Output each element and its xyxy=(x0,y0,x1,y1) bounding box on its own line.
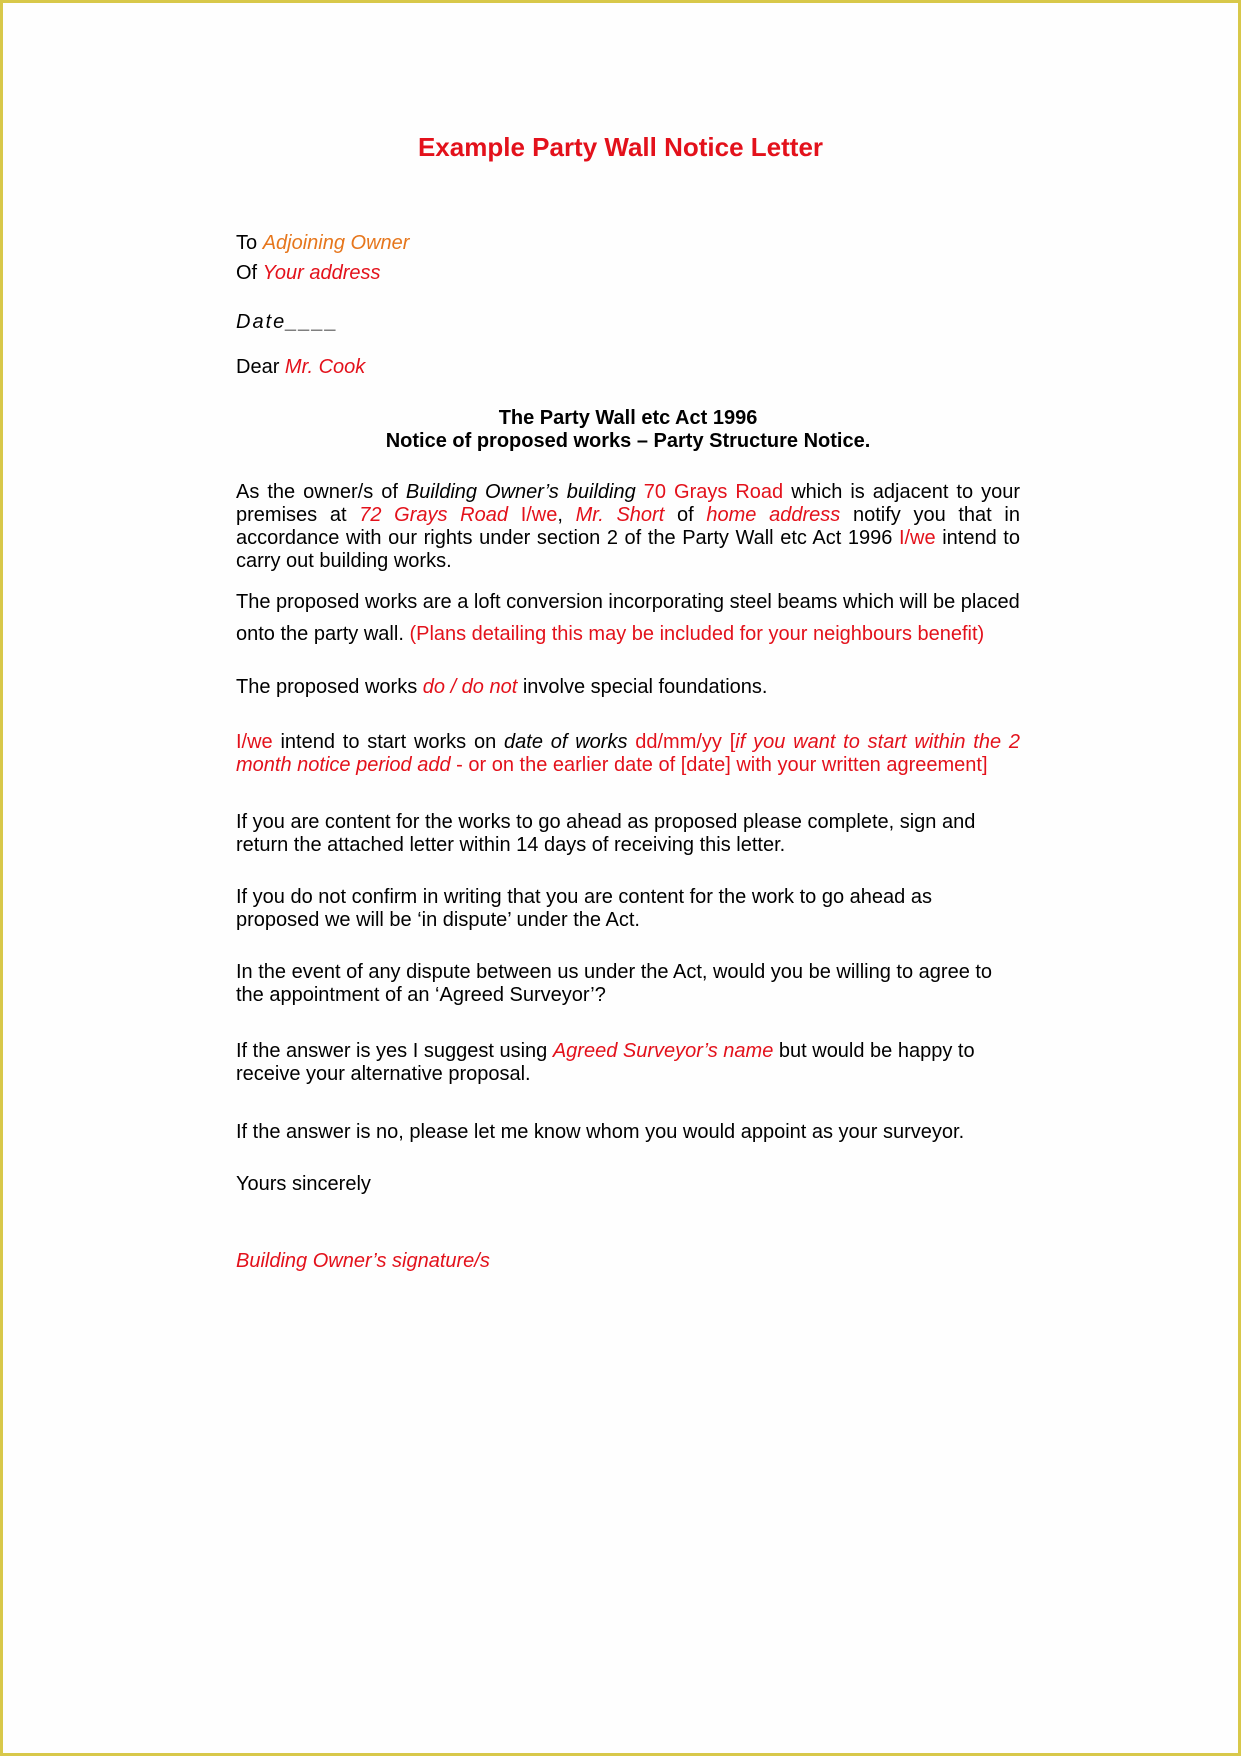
p1-text: intend to carry out building works. xyxy=(236,527,1020,572)
signature-placeholder: Building Owner’s signature/s xyxy=(236,1250,490,1272)
date-label: Date xyxy=(236,311,287,333)
paragraph-content: If you are content for the works to go ahead as proposed please complete, sign and return the attached letter within 14 days of receiving this letter. xyxy=(236,811,976,856)
p4-condition: if you want to start within the 2 month notice period add xyxy=(236,731,1020,776)
paragraph-foundations xyxy=(236,676,1020,699)
p1-iwe: I/we xyxy=(898,527,936,549)
of-line xyxy=(236,262,381,285)
p1-adjoining-address: 72 Grays Road xyxy=(359,504,508,526)
to-prefix: To xyxy=(236,232,263,254)
p8-text: but would be happy to receive your alternative proposal. xyxy=(236,1040,975,1085)
heading-line-2: Notice of proposed works – Party Structure Notice. xyxy=(385,430,871,452)
p1-building: Building Owner’s building xyxy=(405,481,636,503)
paragraph-proposed-works xyxy=(236,586,1020,650)
p1-home-address: home address xyxy=(706,504,841,526)
closing: Yours sincerely xyxy=(236,1173,371,1195)
p4-date-label: date of works xyxy=(504,731,628,753)
paragraph-answer-no: If the answer is no, please let me know whom you would appoint as your surveyor. xyxy=(236,1121,965,1143)
dear-name: Mr. Cook xyxy=(284,356,366,378)
p3-option: do / do not xyxy=(422,676,518,698)
date-blank: ____ xyxy=(286,311,339,333)
date-line xyxy=(236,311,339,334)
of-prefix: Of xyxy=(236,262,263,284)
p4-text: intend to start works on xyxy=(272,731,505,753)
p2-plans-note: (Plans detailing this may be included for your neighbours benefit) xyxy=(409,623,985,645)
p2-text: The proposed works are a loft conversion incorporating steel beams which will be placed onto the party wall. xyxy=(236,591,1020,645)
paragraph-answer-yes xyxy=(236,1040,1020,1086)
paragraph-dispute: If you do not confirm in writing that you are content for the work to go ahead as proposed we will be ‘in dispute’ under the Act. xyxy=(236,886,932,931)
p4-iwe: I/we xyxy=(236,731,273,753)
to-line xyxy=(236,232,409,255)
dear-prefix: Dear xyxy=(236,356,285,378)
to-value: Adjoining Owner xyxy=(262,232,410,254)
paragraph-start-date xyxy=(236,731,1020,777)
p1-address: 70 Grays Road xyxy=(635,481,784,503)
p1-text: which is adjacent to your premises at xyxy=(236,481,1021,526)
p1-text: notify you that in accordance with our rights under section 2 of the Party Wall etc Act 1996 xyxy=(236,504,1021,549)
p1-owner-name: Mr. Short xyxy=(575,504,665,526)
p1-text: As the owner/s of xyxy=(236,481,406,503)
paragraph-agreed-surveyor: In the event of any dispute between us under the Act, would you be willing to agree to the appointment of an ‘Agreed Surveyor’? xyxy=(236,961,993,1006)
p1-text: , xyxy=(557,504,576,526)
salutation xyxy=(236,356,365,379)
heading-line-1: The Party Wall etc Act 1996 xyxy=(498,407,758,429)
p4-agreement: - or on the earlier date of [date] with your written agreement] xyxy=(450,754,988,776)
p3-text: involve special foundations. xyxy=(517,676,768,698)
p8-surveyor-name: Agreed Surveyor’s name xyxy=(552,1040,774,1062)
p4-date-format: dd/mm/yy [ xyxy=(627,731,736,753)
of-value: Your address xyxy=(262,262,381,284)
p3-text: The proposed works xyxy=(236,676,423,698)
paragraph-owner-details xyxy=(236,481,1020,573)
p1-text: of xyxy=(664,504,707,526)
p8-text: If the answer is yes I suggest using xyxy=(236,1040,553,1062)
p1-iwe: I/we xyxy=(508,504,558,526)
document-title: Example Party Wall Notice Letter xyxy=(417,132,824,162)
